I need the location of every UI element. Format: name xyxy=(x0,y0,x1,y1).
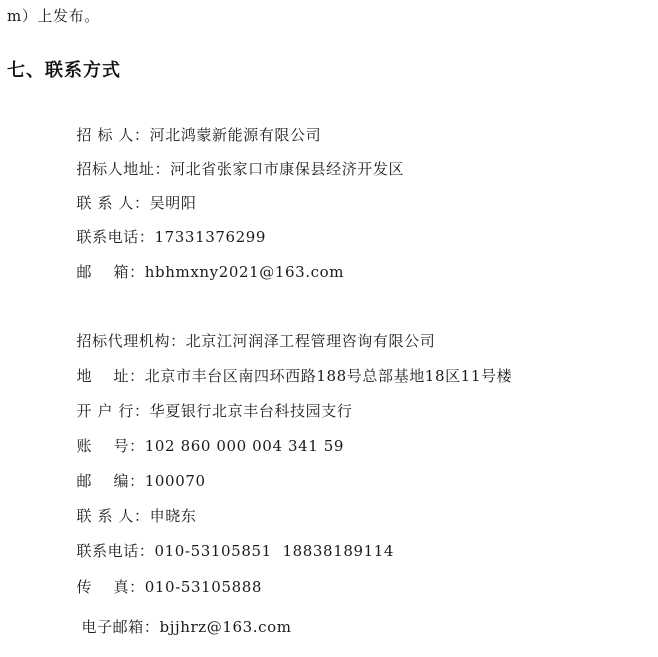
agency-email-row xyxy=(60,597,292,657)
agency-bank-label: 开 户 行： xyxy=(76,402,150,420)
tenderer-contact-label: 联 系 人： xyxy=(76,194,150,212)
agency-email-label: 电子邮箱： xyxy=(81,618,160,636)
tenderer-email-value: hbhmxny2021@163.com xyxy=(144,263,345,281)
tenderer-name-label: 招 标 人： xyxy=(76,126,150,144)
agency-bank-value: 华夏银行北京丰台科技园支行 xyxy=(149,402,353,420)
agency-account-value: 102 860 000 004 341 59 xyxy=(144,437,345,455)
tenderer-phone-value: 17331376299 xyxy=(154,228,267,246)
tenderer-phone-label: 联系电话： xyxy=(76,228,155,246)
tenderer-email-label: 邮 箱： xyxy=(76,263,145,281)
agency-phone-label: 联系电话： xyxy=(76,542,155,560)
tenderer-address-label: 招标人地址： xyxy=(76,160,171,178)
agency-address-value: 北京市丰台区南四环西路188号总部基地18区11号楼 xyxy=(144,367,513,385)
tenderer-email-row xyxy=(55,242,344,302)
previous-paragraph-fragment: m）上发布。 xyxy=(7,7,100,25)
agency-postcode-label: 邮 编： xyxy=(76,472,145,490)
agency-name-label: 招标代理机构： xyxy=(76,332,186,350)
tenderer-name-value: 河北鸿蒙新能源有限公司 xyxy=(149,126,322,144)
agency-phone-value: 010-53105851 18838189114 xyxy=(154,542,395,560)
section-heading-contact: 七、联系方式 xyxy=(7,60,121,81)
agency-contact-label: 联 系 人： xyxy=(76,507,150,525)
agency-postcode-value: 100070 xyxy=(144,472,206,490)
tenderer-contact-value: 吴明阳 xyxy=(149,194,197,212)
agency-address-label: 地 址： xyxy=(76,367,145,385)
agency-fax-value: 010-53105888 xyxy=(144,578,263,596)
agency-name-value: 北京江河润泽工程管理咨询有限公司 xyxy=(185,332,436,350)
agency-account-label: 账 号： xyxy=(76,437,145,455)
agency-contact-value: 申晓东 xyxy=(149,507,197,525)
tenderer-address-value: 河北省张家口市康保县经济开发区 xyxy=(170,160,405,178)
agency-fax-label: 传 真： xyxy=(76,578,145,596)
agency-email-value: bjjhrz@163.com xyxy=(159,618,292,636)
